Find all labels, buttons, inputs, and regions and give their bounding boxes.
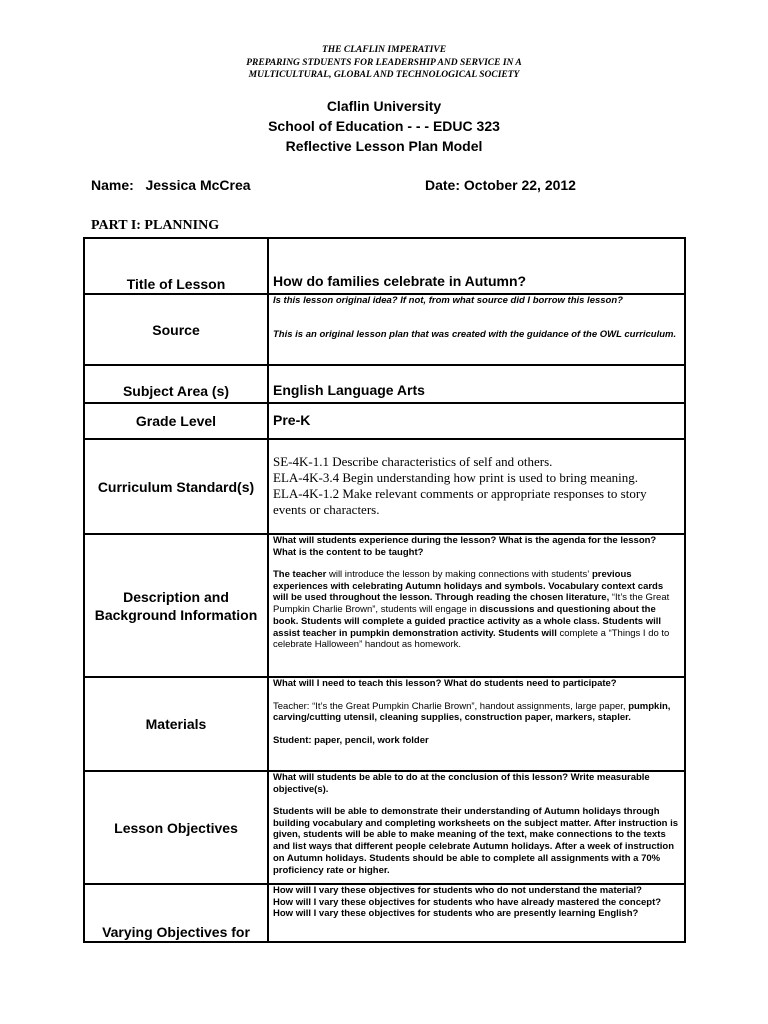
name-date-line <box>91 177 691 193</box>
grade-cell <box>268 403 685 439</box>
name-value: Jessica McCrea <box>145 177 251 193</box>
subject-cell <box>268 365 685 403</box>
standards-label: Curriculum Standard(s) <box>84 439 268 534</box>
lesson-plan-table <box>83 237 686 943</box>
title-label: Title of Lesson <box>84 238 268 294</box>
part-heading: PART I: PLANNING <box>91 218 220 233</box>
row-objectives <box>84 771 685 884</box>
varying-label: Varying Objectives for <box>84 884 268 942</box>
materials-teacher-part-2: pumpkin, carving/cutting utensil, cleaning supplies, construction paper, markers, stapler. <box>273 700 671 724</box>
materials-teacher-part-1: Teacher: “It’s the Great Pumpkin Charlie Brown”, handout assignments, large paper, <box>273 700 626 712</box>
subject-value: English Language Arts <box>273 382 425 398</box>
date-label: Date: <box>425 177 461 193</box>
source-cell <box>268 294 685 365</box>
row-grade <box>84 403 685 439</box>
document-title: Reflective Lesson Plan Model <box>285 138 483 154</box>
description-part-2: will introduce the lesson by making connections with students’ <box>326 569 590 580</box>
varying-question-1: How will I vary these objectives for students who do not understand the material? <box>273 885 642 896</box>
row-subject <box>84 365 685 403</box>
standard-2: ELA-4K-3.4 Begin understanding how print is used to bring meaning. <box>273 470 639 485</box>
course-line: School of Education - - - EDUC 323 <box>268 118 500 134</box>
source-question: Is this lesson original idea? If not, from what source did I borrow this lesson? <box>273 295 623 306</box>
description-label: Description and Background Information <box>84 534 268 677</box>
university-name: Claflin University <box>326 98 442 114</box>
materials-label: Materials <box>84 677 268 771</box>
imperative-line-3: MULTICULTURAL, GLOBAL AND TECHNOLOGICAL SOCIETY <box>248 70 520 80</box>
description-text <box>273 569 680 651</box>
title-cell <box>268 238 685 294</box>
materials-question: What will I need to teach this lesson? What do students need to participate? <box>273 678 617 689</box>
objectives-answer: Students will be able to demonstrate their understanding of Autumn holidays through building vocabulary and completing worksheets on the subject matter. After instruction is given, students will be able to make meaning of the text, make connections to the texts and list ways that different people celebrate Autumn holidays. After a week of instruction on Autumn holidays. Students should be able to complete all assignments with a 70% proficiency rate or higher. <box>273 806 679 876</box>
source-answer: This is an original lesson plan that was created with the guidance of the OWL curriculum. <box>273 328 677 340</box>
varying-cell <box>268 884 685 942</box>
subject-label: Subject Area (s) <box>84 365 268 403</box>
description-part-5: discussions and questioning about the book. Students will complete a guided practice activity as a whole class. Students will assist teacher in pumpkin demonstration activity. Students will <box>273 604 662 639</box>
materials-student: Student: paper, pencil, work folder <box>273 734 429 746</box>
imperative-line-1: THE CLAFLIN IMPERATIVE <box>321 45 447 55</box>
description-question: What will students experience during the lesson? What is the agenda for the lesson? What is the content to be taught? <box>273 535 657 558</box>
description-part-1: The teacher <box>273 569 327 580</box>
row-varying <box>84 884 685 942</box>
description-part-6: complete a “Things I do to celebrate Halloween” handout as homework. <box>273 627 670 651</box>
imperative-line-2: PREPARING STDUENTS FOR LEADERSHIP AND SERVICE IN A <box>246 57 522 68</box>
standard-3: ELA-4K-1.2 Make relevant comments or appropriate responses to story events or characters. <box>273 486 647 517</box>
description-part-3: previous experiences with celebrating Autumn holidays and symbols. Vocabulary context cards will be used throughout the lesson. Through reading the chosen literature, <box>273 569 664 604</box>
title-value: How do families celebrate in Autumn? <box>273 273 527 289</box>
varying-question-3: How will I vary these objectives for students who are presently learning English? <box>273 908 639 919</box>
grade-value: Pre-K <box>273 412 311 428</box>
row-materials <box>84 677 685 771</box>
date-field <box>425 177 576 193</box>
description-part-4: “It’s the Great Pumpkin Charlie Brown”, students will engage in <box>273 592 670 616</box>
standard-1: SE-4K-1.1 Describe characteristics of self and others. <box>273 454 553 469</box>
row-standards <box>84 439 685 534</box>
claflin-imperative <box>0 44 768 82</box>
name-label: Name: <box>91 177 134 193</box>
source-label: Source <box>84 294 268 365</box>
grade-label: Grade Level <box>84 403 268 439</box>
objectives-cell <box>268 771 685 884</box>
row-title <box>84 238 685 294</box>
description-cell <box>268 534 685 677</box>
objectives-question: What will students be able to do at the conclusion of this lesson? Write measurable objective(s). <box>273 772 650 795</box>
row-description <box>84 534 685 677</box>
document-heading <box>0 96 768 156</box>
objectives-label: Lesson Objectives <box>84 771 268 884</box>
varying-question-2: How will I vary these objectives for students who have already mastered the concept? <box>273 896 662 908</box>
standards-cell <box>268 439 685 534</box>
materials-teacher <box>273 701 680 724</box>
row-source <box>84 294 685 365</box>
date-value: October 22, 2012 <box>463 177 576 193</box>
materials-cell <box>268 677 685 771</box>
